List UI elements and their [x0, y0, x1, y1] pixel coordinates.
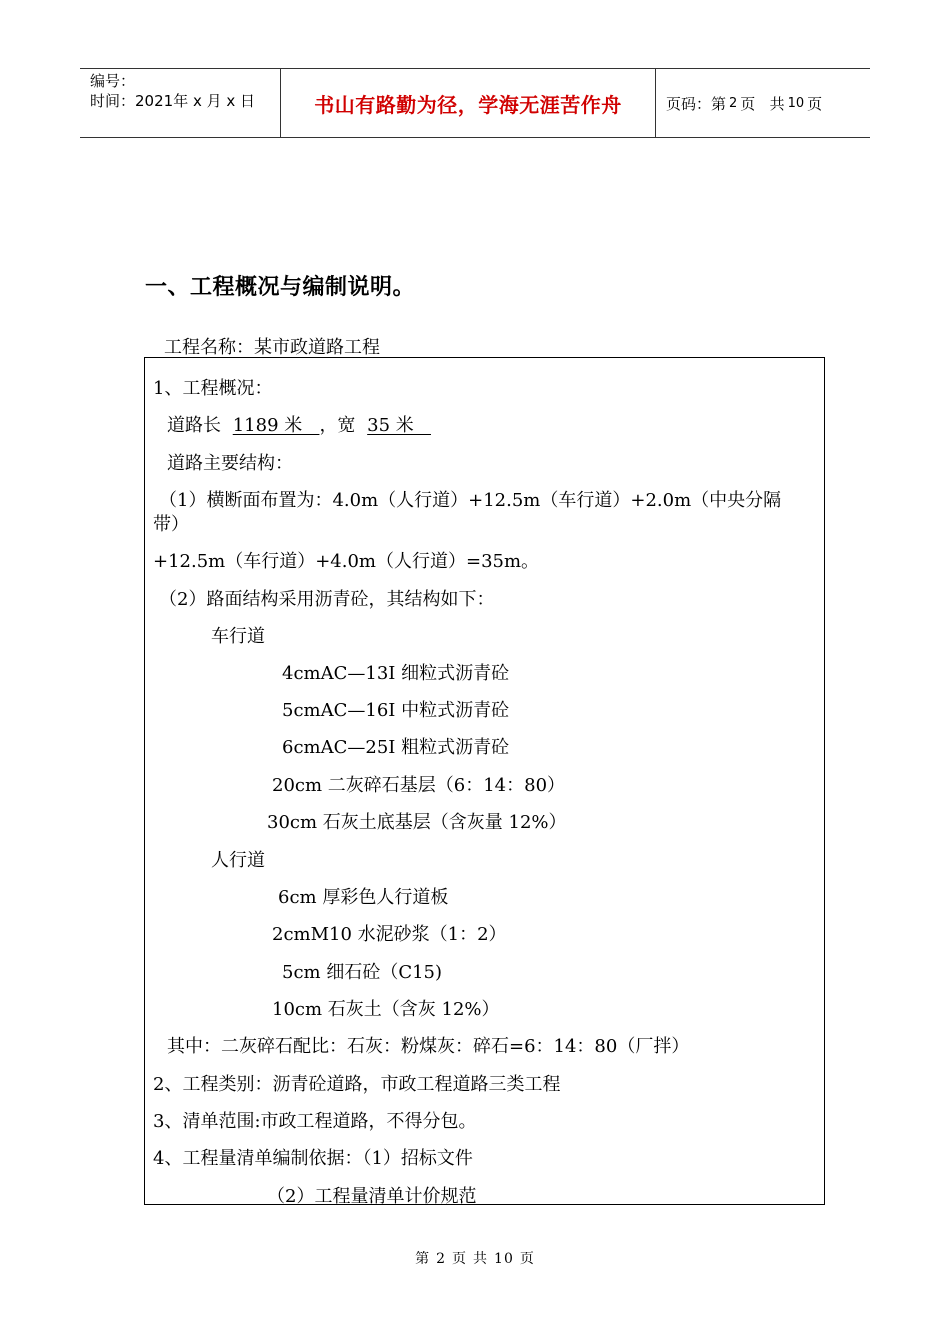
page-label: 页码：第	[666, 94, 727, 113]
heading-overview: 1、工程概况：	[153, 378, 273, 399]
header-page-info	[656, 69, 870, 137]
time-line	[90, 91, 280, 111]
road-width-value: 35 米	[367, 415, 431, 436]
footer-page: 2	[436, 1251, 447, 1267]
sidewalk-label: 人行道	[211, 850, 265, 871]
cw-layer-2: 5cmAC—16I 中粒式沥青砼	[282, 700, 510, 721]
cw-layer-3: 6cmAC—25I 粗粒式沥青砼	[282, 737, 510, 758]
heading-basis: 4、工程量清单编制依据：（1）招标文件	[153, 1148, 473, 1169]
heading-scope: 3、清单范围:市政工程道路，不得分包。	[153, 1111, 477, 1132]
cross-section-line-1: （1）横断面布置为：4.0m（人行道）+12.5m（车行道）+2.0m（中央分隔	[159, 490, 782, 511]
footer-total: 10	[494, 1251, 514, 1267]
sw-layer-1: 6cm 厚彩色人行道板	[278, 887, 449, 908]
road-dimensions	[167, 411, 431, 437]
section-title: 一、工程概况与编制说明。	[145, 275, 416, 300]
page-header-table	[80, 68, 870, 138]
page-current: 2	[729, 95, 738, 111]
basis-item-2: （2）工程量清单计价规范	[267, 1186, 477, 1207]
serial-label: 编号：	[90, 72, 136, 90]
footer-p3: 共	[473, 1251, 489, 1267]
cw-layer-4: 20cm 二灰碎石基层（6：14：80）	[272, 775, 566, 796]
cross-section-line-3: +12.5m（车行道）+4.0m（人行道）=35m。	[153, 551, 540, 572]
header-meta-cell	[80, 69, 281, 137]
page-mid: 页 共	[740, 94, 785, 113]
page-end: 页	[807, 94, 823, 113]
time-year: 2021	[135, 92, 174, 110]
cross-section-line-2: 带）	[153, 514, 189, 535]
sw-layer-4: 10cm 石灰土（含灰 12%）	[272, 999, 500, 1020]
road-length-label: 道路长	[167, 415, 221, 436]
carriageway-label: 车行道	[211, 626, 265, 647]
footer-p4: 页	[519, 1251, 535, 1267]
content-box	[144, 357, 825, 1205]
footer-p2: 页	[452, 1251, 468, 1267]
sw-layer-3: 5cm 细石砼（C15)	[282, 962, 443, 983]
road-width-label: ，宽	[319, 415, 356, 436]
pavement-structure: （2）路面结构采用沥青砼，其结构如下：	[159, 589, 495, 610]
page-footer	[0, 1248, 950, 1268]
road-length-value: 1189 米	[232, 415, 320, 436]
header-motto: 书山有路勤为径，学海无涯苦作舟	[281, 69, 656, 137]
page-total: 10	[787, 95, 805, 111]
main-structure-label: 道路主要结构：	[167, 453, 293, 474]
sw-layer-2: 2cmM10 水泥砂浆（1：2）	[272, 924, 507, 945]
time-label: 时间：	[90, 92, 136, 110]
mix-ratio: 其中：二灰碎石配比：石灰：粉煤灰：碎石=6：14：80（厂拌）	[167, 1036, 690, 1057]
footer-p1: 第	[415, 1251, 431, 1267]
heading-category: 2、工程类别：沥青砼道路，市政工程道路三类工程	[153, 1074, 561, 1095]
cw-layer-1: 4cmAC—13I 细粒式沥青砼	[282, 663, 510, 684]
project-name: 工程名称：某市政道路工程	[164, 337, 380, 358]
time-rest: 年 x 月 x 日	[173, 92, 256, 110]
cw-layer-5: 30cm 石灰土底基层（含灰量 12%）	[267, 812, 567, 833]
